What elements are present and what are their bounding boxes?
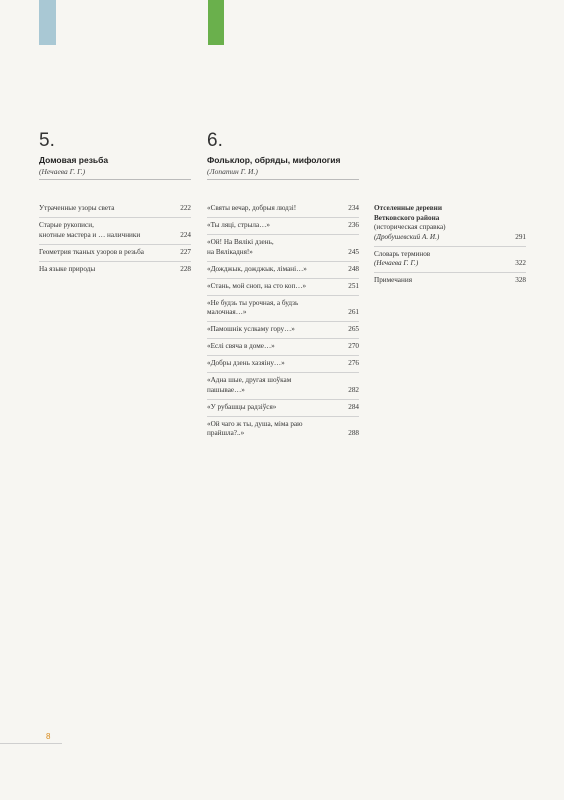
toc-entry[interactable]	[207, 325, 359, 335]
toc-divider	[207, 416, 359, 417]
toc-divider	[374, 246, 526, 247]
toc-entry-page: 245	[348, 247, 359, 256]
toc-entry[interactable]	[374, 276, 526, 286]
toc-entry-title: Примечания	[374, 276, 412, 285]
toc-divider	[207, 234, 359, 235]
toc-entry[interactable]	[39, 248, 191, 258]
toc-entry[interactable]	[207, 376, 359, 395]
toc-entry-page: 288	[348, 429, 359, 438]
toc-entry-author: (Дробушевский А. И.)	[374, 232, 440, 241]
toc-entry-title: «Святы вечар, добрыя людзі!	[207, 204, 297, 212]
section-author: (Лопатин Г. И.)	[207, 167, 258, 176]
toc-entry[interactable]	[207, 204, 359, 214]
toc-entry-title: «Ой чаго ж ты, душа, міма раю прайшла?..»	[207, 419, 303, 438]
toc-entry-page: 282	[348, 385, 359, 394]
toc-divider	[374, 272, 526, 273]
toc-entry[interactable]	[39, 204, 191, 214]
toc-entry[interactable]	[207, 342, 359, 352]
toc-divider	[39, 261, 191, 262]
toc-entry-title: «Стань, мой сноп, на сто коп…»	[207, 281, 307, 290]
toc-entry-page: 234	[348, 204, 359, 212]
toc-divider	[207, 399, 359, 400]
toc-entry-title: (историческая справка)	[374, 223, 446, 232]
toc-entry-page: 328	[515, 276, 526, 285]
toc-entry-page: 248	[348, 264, 359, 273]
section-tab-blue	[39, 0, 56, 45]
toc-entry-title: «Дожджык, дожджык, лімані…»	[207, 264, 307, 273]
toc-entry-page: 322	[515, 259, 526, 268]
toc-entry-page: 224	[180, 230, 191, 239]
toc-divider	[39, 244, 191, 245]
toc-divider	[207, 355, 359, 356]
toc-entry-page: 251	[348, 281, 359, 290]
toc-entry-page: 270	[348, 342, 359, 351]
toc-entry-page: 227	[180, 247, 191, 256]
section-number: 5.	[39, 130, 55, 151]
section-divider	[207, 179, 359, 180]
toc-divider	[207, 295, 359, 296]
toc-divider	[207, 217, 359, 218]
toc-entry-title: «Не будзь ты урочная, а будзь малочная…»	[207, 298, 299, 317]
toc-entry-heading: Отселенные деревни Ветковского района	[374, 204, 442, 222]
toc-entry[interactable]	[207, 403, 359, 413]
toc-entry-page: 236	[348, 220, 359, 229]
toc-entry-title: «Ты ляці, стрыла…»	[207, 220, 270, 229]
toc-entry[interactable]	[207, 420, 359, 439]
section-6-header	[207, 131, 359, 180]
section-5-toc	[39, 204, 191, 278]
toc-entry-title: На языке природы	[39, 264, 96, 273]
page-number: 8	[46, 732, 51, 741]
toc-divider	[207, 372, 359, 373]
column-3-toc	[374, 204, 526, 289]
toc-entry[interactable]	[207, 282, 359, 292]
toc-entry-author: (Нечаева Г. Г.)	[374, 259, 419, 268]
toc-entry[interactable]	[207, 238, 359, 257]
section-divider	[39, 179, 191, 180]
toc-entry[interactable]	[39, 221, 191, 240]
toc-entry-title: Старые рукописи, кнотные мастера и … наличники	[39, 220, 141, 239]
toc-entry-page: 284	[348, 402, 359, 411]
toc-entry[interactable]	[374, 204, 526, 242]
toc-entry-title: Словарь терминов	[374, 249, 431, 258]
toc-entry[interactable]	[207, 299, 359, 318]
section-6-toc	[207, 204, 359, 442]
toc-entry-page: 291	[515, 232, 526, 241]
toc-entry-page: 261	[348, 308, 359, 317]
section-title: Домовая резьба	[39, 155, 109, 165]
section-title: Фольклор, обряды, мифология	[207, 155, 341, 165]
toc-entry-title: Геометрия тканых узоров в резьба	[39, 247, 144, 256]
section-tab-green	[208, 0, 224, 45]
toc-entry-page: 222	[180, 204, 191, 212]
section-number: 6.	[207, 130, 223, 151]
toc-entry-title: «Добры дзень хазяіну…»	[207, 359, 285, 368]
section-author: (Нечаева Г. Г.)	[39, 167, 86, 176]
toc-divider	[207, 261, 359, 262]
toc-entry-page: 265	[348, 325, 359, 334]
toc-divider	[207, 338, 359, 339]
toc-entry[interactable]	[374, 250, 526, 269]
toc-divider	[207, 278, 359, 279]
toc-entry[interactable]	[207, 265, 359, 275]
toc-entry-title: «Еслі свяча в доме…»	[207, 342, 275, 351]
footer-rule	[0, 743, 62, 744]
toc-entry-title: «Адна шые, другая шоўкам пашывае…»	[207, 376, 292, 394]
toc-entry[interactable]	[207, 221, 359, 231]
toc-entry[interactable]	[207, 359, 359, 369]
toc-divider	[207, 321, 359, 322]
section-5-header	[39, 131, 191, 180]
toc-entry-title: «Ой! На Вялікі дзень, на Вялікадня!»	[207, 237, 274, 256]
toc-entry-page: 228	[180, 264, 191, 273]
toc-entry[interactable]	[39, 265, 191, 275]
toc-divider	[39, 217, 191, 218]
toc-entry-title: «У рубашцы радзіўся»	[207, 402, 277, 411]
toc-entry-title: «Памошнік услкаму гору…»	[207, 325, 295, 334]
toc-entry-title: Утраченные узоры света	[39, 204, 115, 212]
toc-entry-page: 276	[348, 359, 359, 368]
